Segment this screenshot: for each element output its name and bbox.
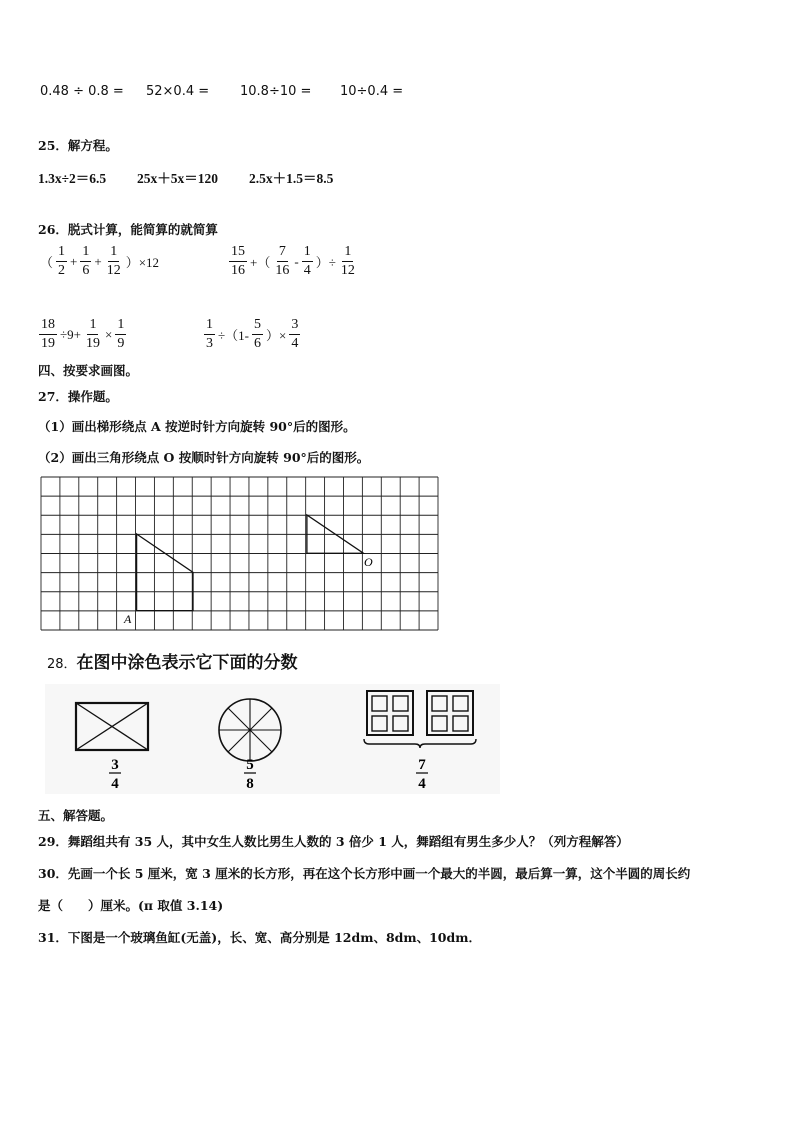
q30-line-2: 是（ ）厘米。(π 取值 3.14) <box>38 898 224 913</box>
operator: ）× <box>265 328 287 343</box>
q26-title: 26．脱式计算，能简算的就简算 <box>38 222 218 237</box>
paren: （ <box>40 255 54 270</box>
q28-title: 在图中涂色表示它下面的分数 <box>76 653 298 673</box>
fraction <box>252 318 263 351</box>
denominator: 6 <box>253 336 261 351</box>
q28-number: 28． <box>47 657 77 672</box>
calc-item-4: 10÷0.4 = <box>340 84 404 99</box>
q26-expression-1 <box>40 245 159 278</box>
q25-eq-2: 25x＋5x＝120 <box>137 171 218 186</box>
fraction <box>273 245 291 278</box>
numerator: 7 <box>277 245 288 262</box>
operator: - <box>294 253 299 269</box>
operator: ÷（1- <box>218 328 249 343</box>
fraction <box>229 245 247 278</box>
denominator: 16 <box>275 263 290 278</box>
numerator: 15 <box>229 245 247 262</box>
denominator: 4 <box>291 336 299 351</box>
numerator: 18 <box>39 318 57 335</box>
denominator: 9 <box>117 336 125 351</box>
operator: + <box>70 253 78 269</box>
numerator: 1 <box>108 245 119 262</box>
q29-text: 29．舞蹈组共有 35 人，其中女生人数比男生人数的 3 倍少 1 人，舞蹈组有男生多少人？（列方程解答） <box>38 834 629 849</box>
section-4-heading: 四、按要求画图。 <box>38 363 139 378</box>
circle-figure <box>219 699 281 761</box>
denominator: 4 <box>303 263 311 278</box>
fraction-2-numerator: 5 <box>246 757 254 773</box>
q26-expression-3 <box>38 318 127 351</box>
q26-expression-4 <box>203 318 301 351</box>
calc-item-3: 10.8÷10 = <box>240 84 312 99</box>
fraction <box>39 318 57 351</box>
denominator: 3 <box>206 336 213 351</box>
section-5-heading: 五、解答题。 <box>38 808 114 823</box>
fraction <box>302 245 313 278</box>
operator: ）×12 <box>125 255 160 270</box>
q28-heading <box>47 648 298 673</box>
q27-part-1: （1）画出梯形绕点 A 按逆时针方向旋转 90°后的图形。 <box>38 419 356 434</box>
q25-eq-1: 1.3x÷2＝6.5 <box>38 171 107 186</box>
denominator: 12 <box>106 263 121 278</box>
fraction <box>289 318 300 351</box>
fraction-2-denominator: 8 <box>246 776 254 792</box>
q31-text: 31．下图是一个玻璃鱼缸(无盖)，长、宽、高分别是 12dm、8dm、10dm． <box>38 930 481 945</box>
fraction <box>56 245 67 278</box>
denominator: 19 <box>41 336 55 351</box>
q26-expression-2 <box>228 245 358 278</box>
q27-grid <box>40 476 440 633</box>
q27-part-2: （2）画出三角形绕点 O 按顺时针方向旋转 90°后的图形。 <box>38 450 370 465</box>
numerator: 1 <box>204 318 215 335</box>
operator: × <box>104 326 113 342</box>
numerator: 3 <box>289 318 300 335</box>
fraction <box>115 318 126 351</box>
operator: + <box>94 253 102 269</box>
q25-title: 25．解方程。 <box>38 138 118 153</box>
calc-item-1: 0.48 ÷ 0.8 = <box>40 84 124 99</box>
operator: ÷9+ <box>60 326 81 342</box>
denominator: 19 <box>85 336 100 351</box>
fraction <box>339 245 357 278</box>
fraction <box>80 245 91 278</box>
numerator: 5 <box>252 318 263 335</box>
fraction-1-numerator: 3 <box>111 757 119 773</box>
q27-title: 27．操作题。 <box>38 389 118 404</box>
denominator: 16 <box>231 263 245 278</box>
numerator: 1 <box>56 245 67 262</box>
fraction-1-denominator: 4 <box>111 776 119 792</box>
denominator: 2 <box>58 263 66 278</box>
operator: +（ <box>250 255 271 270</box>
operator: ）÷ <box>315 255 336 270</box>
denominator: 12 <box>340 263 355 278</box>
q25-eq-3: 2.5x＋1.5＝8.5 <box>249 171 334 186</box>
fraction-3-denominator: 4 <box>418 776 426 792</box>
numerator: 1 <box>302 245 313 262</box>
numerator: 1 <box>87 318 98 335</box>
fraction <box>204 318 215 351</box>
fraction-3-numerator: 7 <box>418 757 426 773</box>
numerator: 1 <box>342 245 353 262</box>
q28-figures <box>45 684 500 794</box>
fraction <box>84 318 102 351</box>
fraction <box>105 245 123 278</box>
point-a-label: A <box>124 612 132 626</box>
numerator: 1 <box>115 318 126 335</box>
calc-item-2: 52×0.4 = <box>146 84 210 99</box>
point-o-label: O <box>364 555 373 569</box>
numerator: 1 <box>80 245 91 262</box>
q30-line-1: 30．先画一个长 5 厘米，宽 3 厘米的长方形，再在这个长方形中画一个最大的半圆，最后算一算，这个半圆的周长约 <box>38 866 691 881</box>
denominator: 6 <box>82 263 90 278</box>
